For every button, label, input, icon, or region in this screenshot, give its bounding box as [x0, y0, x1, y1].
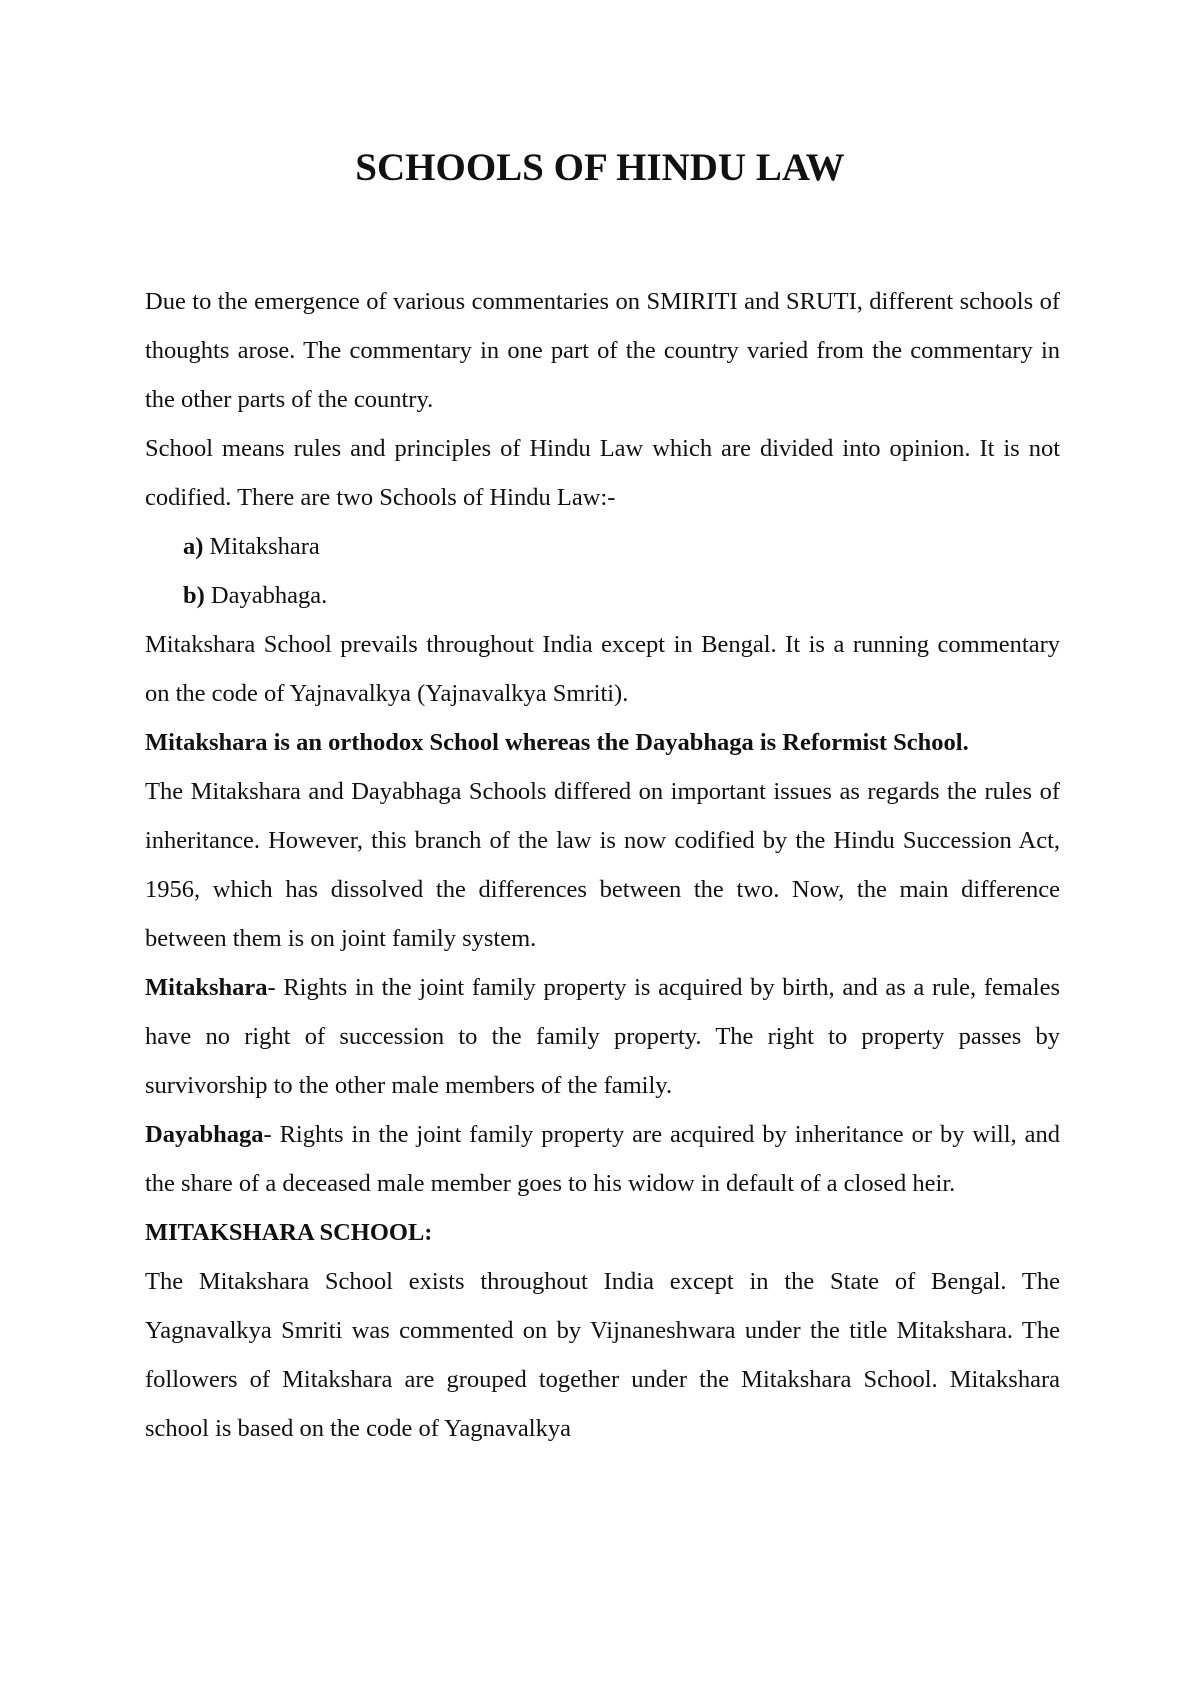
schools-list	[145, 522, 1060, 620]
document-title: SCHOOLS OF HINDU LAW	[355, 146, 845, 189]
orthodox-statement: Mitakshara is an orthodox School whereas the Dayabhaga is Reformist School.	[145, 729, 969, 756]
mitakshara-rights-paragraph	[145, 963, 1060, 1110]
list-marker: a)	[183, 533, 204, 560]
list-item-text: Dayabhaga.	[210, 582, 328, 609]
section-heading: MITAKSHARA SCHOOL:	[145, 1219, 433, 1246]
mitakshara-term: Mitakshara	[145, 974, 268, 1001]
list-marker: b)	[183, 582, 205, 609]
dayabhaga-rights-text: - Rights in the joint family property are acquired by inheritance or by will, and the share of a deceased male member goes to his widow in default of a closed heir.	[145, 1121, 1060, 1197]
list-item	[145, 571, 1060, 620]
list-item-text: Mitakshara	[209, 533, 320, 560]
differences-paragraph: The Mitakshara and Dayabhaga Schools differed on important issues as regards the rules of inheritance. However, this branch of the law is now codified by the Hindu Succession Act, 1956, which has dissolved the differences between the two. Now, the main difference between them is on joint family system.	[145, 778, 1060, 952]
section-paragraph: The Mitakshara School exists throughout India except in the State of Bengal. The Yagnavalkya Smriti was commented on by Vijnaneshwara under the title Mitakshara. The followers of Mitakshara are grouped together under the Mitakshara School. Mitakshara school is based on the code of Yagnavalkya	[145, 1268, 1060, 1442]
dayabhaga-rights-paragraph	[145, 1110, 1060, 1208]
list-item	[145, 522, 1060, 571]
mitakshara-rights-text: - Rights in the joint family property is acquired by birth, and as a rule, females have no right of succession to the family property. The right to property passes by survivorship to the other male members of the family.	[145, 974, 1060, 1099]
intro-paragraph: Due to the emergence of various commentaries on SMIRITI and SRUTI, different schools of thoughts arose. The commentary in one part of the country varied from the commentary in the other parts of the country.	[145, 288, 1060, 413]
dayabhaga-term: Dayabhaga	[145, 1121, 264, 1148]
mitakshara-prevails-paragraph: Mitakshara School prevails throughout India except in Bengal. It is a running commentary on the code of Yajnavalkya (Yajnavalkya Smriti).	[145, 631, 1060, 707]
document-body	[145, 277, 1060, 1453]
school-definition-paragraph: School means rules and principles of Hindu Law which are divided into opinion. It is not codified. There are two Schools of Hindu Law:-	[145, 435, 1060, 511]
